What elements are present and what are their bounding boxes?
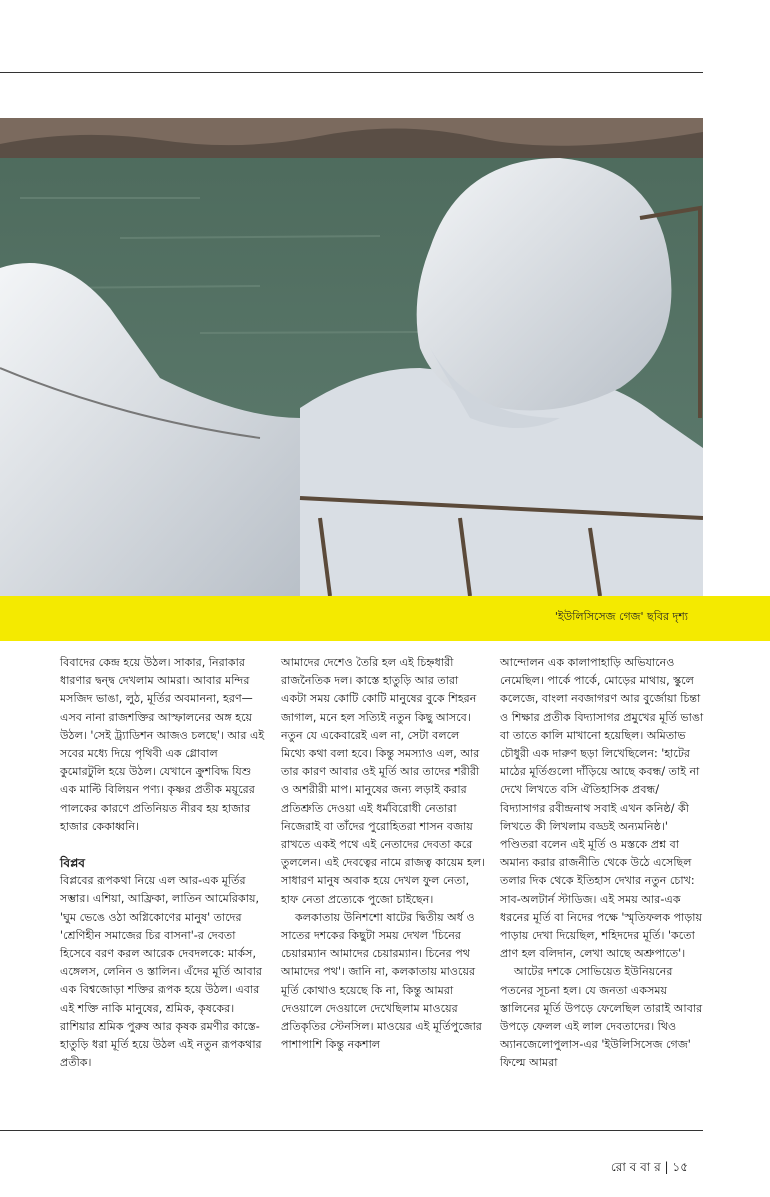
lenin-statue-photo xyxy=(0,118,703,596)
caption-band xyxy=(0,596,770,641)
paragraph: বিবাদের কেন্দ্র হয়ে উঠল। সাকার, নিরাকার ধারণার দ্বন্দ্ব দেখলাম আমরা। আবার মন্দির মসজিদ ভাঙা, লুঠ, মূর্তির অবমাননা, হরণ— এসব নানা রাজশক্তির আস্ফালনের অঙ্গ হয়ে উঠল। 'সেই ট্র্যাডিশন আজও চলছে'। আর এই সবের মধ্যে দিয়ে পৃথিবী এক গ্লোবাল কুমোরটুলি হয়ে উঠল। যেখানে ক্রুশবিদ্ধ যিশু এক মাল্টি বিলিয়ন পণ্য। কৃষ্ণর প্রতীক ময়ূরের পালকের কারণে প্রতিনিয়ত নীরব হয় হাজার হাজার কেকাধ্বনি। xyxy=(60,656,265,833)
magazine-name: রো ব বা র xyxy=(610,1160,661,1174)
page-folio xyxy=(611,1159,688,1179)
text-column-3 xyxy=(500,654,705,1073)
paragraph: আন্দোলন এক কালাপাহাড়ি অভিযানেও নেমেছিল। পার্কে পার্কে, মোড়ের মাথায়, স্কুলে কলেজে, বাংলা নবজাগরণ আর বুর্জোয়া চিন্তা ও শিক্ষার প্রতীক বিদ্যাসাগর প্রমুখের মূর্তি ভাঙা বা তাতে কালি মাখানো হয়েছিল। অমিতাভ চৌধুরী এক দারুণ ছড়া লিখেছিলেন: 'হাটের মাঠের মূর্তিগুলো দাঁড়িয়ে আছে কবন্ধ/ তাই না দেখে লিখতে বসি ঐতিহাসিক প্রবন্ধ/ বিদ্যাসাগর রবীন্দ্রনাথ সবাই এখন কনিষ্ঠ/ কী লিখতে কী লিখলাম বড্ডই অন্যমনিষ্ঠ।' পণ্ডিতরা বলেন এই মূর্তি ও মস্তকে প্রশ্ন বা অমান্য করার রাজনীতি থেকে উঠে এসেছিল তলার দিক থেকে ইতিহাস দেখার নতুন চোখ: সাব-অলটার্ন স্টাডিজ। এই সময় আর-এক ধরনের মূর্তি বা নিদের পক্ষে 'স্মৃতিফলক পাড়ায় পাড়ায় দেখা দিয়েছিল, শহিদদের মূর্তি। 'কতো প্রাণ হল বলিদান, লেখা আছে অশ্রুপাতে'। xyxy=(500,656,704,961)
text-column-2 xyxy=(281,654,486,1054)
paragraph: আটের দশকে সোভিয়েত ইউনিয়নের পতনের সূচনা হল। যে জনতা একসময় স্তালিনের মূর্তি উপড়ে ফেলেছিল তারাই আবার উপড়ে ফেলল এই লাল দেবতাদের। থিও অ্যানজেলোপুলাস-এর 'ইউলিসিসেজ গেজ' ফিল্মে আমরা xyxy=(500,965,703,1070)
page-number: ১৫ xyxy=(672,1160,688,1174)
bottom-rule xyxy=(0,1130,703,1131)
photo-caption: 'ইউলিসিসেজ গেজ' ছবির দৃশ্য xyxy=(554,610,688,623)
paragraph: বিপ্লবের রূপকথা নিয়ে এল আর-এক মূর্তির সম্ভার। এশিয়া, আফ্রিকা, লাতিন আমেরিকায়, 'ঘুম ভেঙে ওঠা অগ্নিকোণের মানুষ' তাদের 'শ্রেণিহীন সমাজের চির বাসনা'-র দেবতা হিসেবে বরণ করল আরেক দেবদলকে: মার্কস, এঙ্গেলস, লেনিন ও স্তালিন। এঁদের মূর্তি আবার এক বিশ্বজোড়া শক্তির রূপক হয়ে উঠল। এবার এই শক্তি নাকি মানুষের, শ্রমিক, কৃষকের। রাশিয়ার শ্রমিক পুরুষ আর কৃষক রমণীর কাস্তে-হাতুড়ি ধরা মূর্তি হয়ে উঠল এই নতুন রূপকথার প্রতীক। xyxy=(60,874,263,1070)
top-rule xyxy=(0,72,703,73)
text-column-1 xyxy=(60,654,265,1072)
section-subheading: বিপ্লব xyxy=(60,856,85,871)
paragraph: আমাদের দেশেও তৈরি হল এই চিহ্নধারী রাজনৈতিক দল। কাস্তে হাতুড়ি আর তারা একটা সময় কোটি কোটি মানুষের বুকে শিহরন জাগাল, মনে হল সত্যিই নতুন কিছু আসবে। নতুন যে একেবারেই এল না, সেটা বললে মিথ্যে কথা বলা হবে। কিন্তু সমস্যাও এল, আর তার কারণ আবার ওই মূর্তি আর তাদের শরীরী ও অশরীরী মাপ। মানুষের জন্য লড়াই করার প্রতিশ্রুতি দেওয়া এই ধর্মবিরোধী নেতারা নিজেরাই বা তাঁদের পুরোহিতরা শাসন বজায় রাখতে একই পথে এই নেতাদের দেবতা করে তুললেন। এই দেবত্বের নামে রাজত্ব কায়েম হল। সাধারণ মানুষ অবাক হয়ে দেখল ফুল নেতা, হাফ নেতা প্রত্যেকে পুজো চাইছেন। xyxy=(281,656,486,906)
paragraph: কলকাতায় উনিশশো ষাটের দ্বিতীয় অর্ধ ও সাতের দশকের কিছুটা সময় দেখল 'চিনের চেয়ারম্যান আমাদের চেয়ারম্যান। চিনের পথ আমাদের পথ'। জানি না, কলকাতায় মাওয়ের মূর্তি কোথাও হয়েছে কি না, কিন্তু আমরা দেওয়ালে দেওয়ালে দেখেছিলাম মাওয়ের প্রতিকৃতির স্টেনসিল। মাওয়ের এই মূর্তিপুজোর পাশাপাশি কিন্তু নকশাল xyxy=(281,910,482,1052)
photo-illustration xyxy=(0,118,703,596)
folio-separator: | xyxy=(664,1160,669,1174)
